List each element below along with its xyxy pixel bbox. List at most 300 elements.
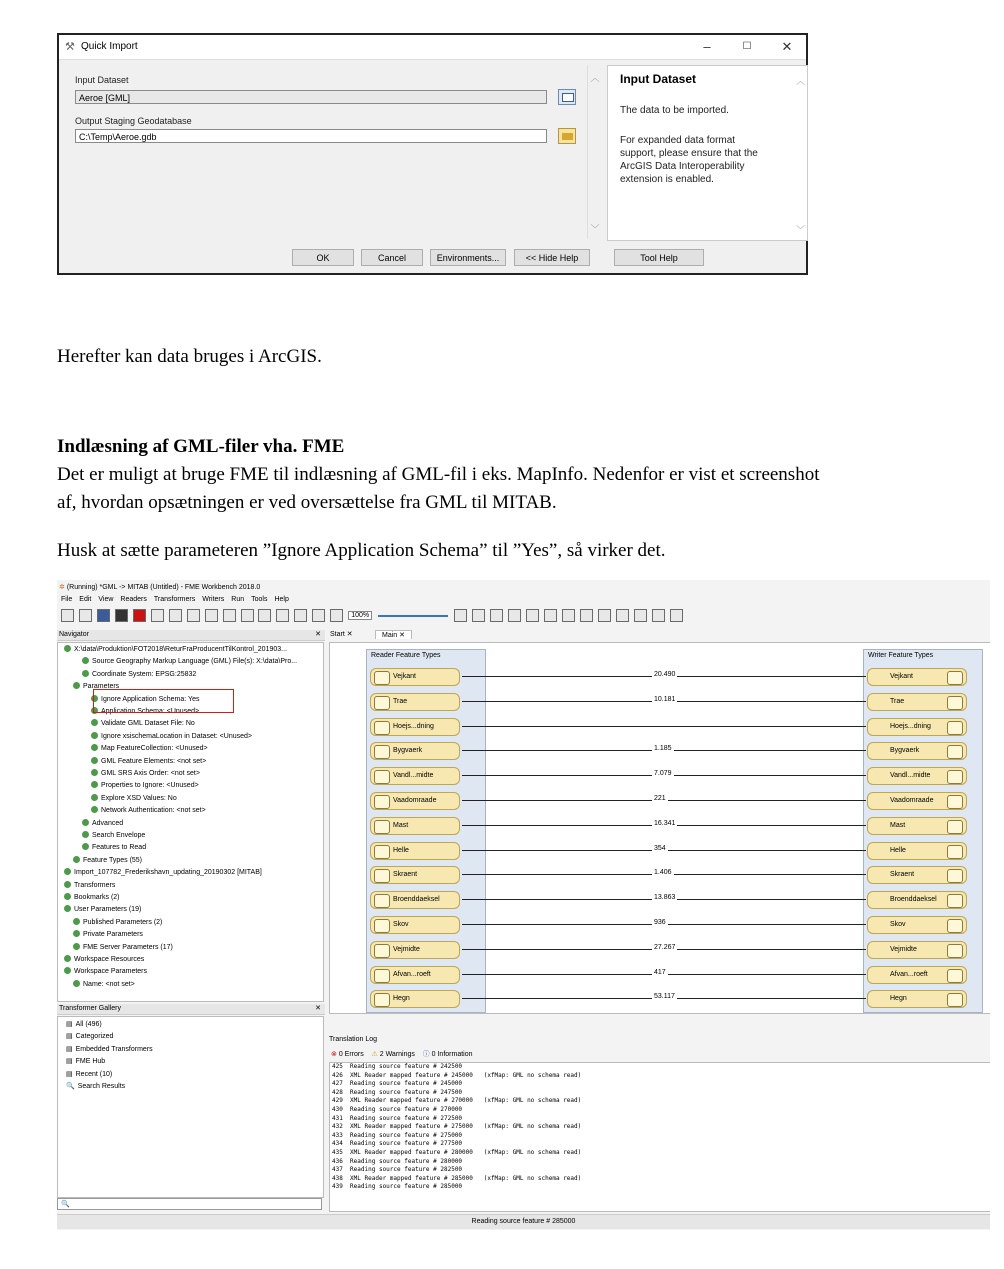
reader-feature-label: Trae (393, 697, 408, 705)
help-title: Input Dataset (620, 72, 697, 86)
writer-feature-node[interactable] (867, 966, 967, 984)
navigator-item-label: Published Parameters (2) (83, 918, 163, 926)
align-right-icon[interactable] (598, 609, 611, 622)
parameter-icon (64, 868, 71, 875)
tile-icon[interactable] (670, 609, 683, 622)
navigator-item[interactable] (91, 806, 206, 814)
parameter-icon (82, 657, 89, 664)
writer-feature-label: Helle (890, 846, 906, 854)
layout-icon[interactable] (472, 609, 485, 622)
section-heading: Indlæsning af GML-filer vha. FME (57, 436, 345, 457)
parameter-icon (73, 980, 80, 987)
grid-icon[interactable] (490, 609, 503, 622)
navigator-item-label: Ignore Application Schema: Yes (101, 695, 200, 703)
navigator-item-label: Coordinate System: EPSG:25832 (92, 670, 197, 678)
reader-feature-label: Skraent (393, 871, 418, 879)
writer-feature-node[interactable] (867, 668, 967, 686)
navigator-item[interactable] (91, 781, 199, 789)
navigator-close-icon[interactable]: ✕ (315, 631, 321, 638)
feature-count: 354 (654, 844, 666, 852)
reader-feature-node[interactable] (370, 668, 460, 686)
navigator-item[interactable] (73, 980, 135, 988)
navigator-item-label: User Parameters (19) (74, 906, 142, 914)
parameter-icon (82, 831, 89, 838)
gallery-folder-icon: ▤ (66, 1045, 73, 1053)
help-text-2: For expanded data format support, please ensure that the ArcGIS Data Interoperability extension is enabled. (620, 135, 758, 185)
navigator-item[interactable] (64, 967, 147, 975)
errors-filter[interactable]: ⊗ 0 Errors (331, 1051, 364, 1058)
writer-port-icon (947, 745, 963, 759)
feature-count: 20.490 (654, 671, 676, 678)
log-line: 436 Reading source feature # 280000 (332, 1157, 463, 1165)
writer-port-icon (947, 696, 963, 710)
tab-start[interactable]: Start ✕ (330, 631, 353, 638)
reader-feature-node[interactable] (370, 792, 460, 810)
connection-line (462, 726, 866, 727)
gallery-search-input[interactable] (57, 1198, 322, 1210)
reader-feature-label: Helle (393, 846, 409, 854)
feature-port-icon (374, 969, 390, 983)
writer-port-icon (947, 671, 963, 685)
fme-logo-icon: ✲ (59, 584, 65, 591)
navigator-item-label: Workspace Resources (74, 956, 145, 963)
parameter-icon (64, 893, 71, 900)
writer-feature-label: Vaadomraade (890, 797, 934, 804)
navigator-item-label: Properties to Ignore: <Unused> (101, 782, 199, 790)
output-browse-button[interactable] (558, 128, 576, 144)
gallery-close-icon[interactable]: ✕ (315, 1005, 321, 1012)
folder-icon (562, 133, 573, 140)
zoom-in-icon[interactable] (312, 609, 325, 622)
menu-item-tools[interactable]: Tools (251, 596, 268, 603)
navigator-item-label: Ignore xsischemaLocation in Dataset: <Unused> (101, 732, 252, 740)
writer-feature-label: Hoejs...dning (890, 722, 931, 730)
feature-count: 1.406 (654, 869, 672, 877)
navigator-item-label: Name: <not set> (83, 980, 135, 988)
navigator-item[interactable] (64, 645, 287, 653)
reader-feature-node[interactable] (370, 916, 460, 934)
feature-port-icon (374, 745, 390, 759)
reader-feature-label: Skov (393, 921, 409, 928)
feature-count: 27.267 (654, 943, 676, 951)
gallery-folder-icon: ▤ (66, 1021, 73, 1028)
feature-port-icon (374, 671, 390, 685)
scroll-down-icon: ﹀ (590, 224, 600, 234)
navigator-item[interactable] (73, 918, 162, 926)
navigator-item-label: Search Envelope (92, 832, 146, 839)
gallery-item[interactable] (66, 1057, 105, 1065)
environments-button[interactable]: Environments... (430, 249, 506, 266)
writer-port-icon (947, 969, 963, 983)
writer-feature-node[interactable] (867, 891, 967, 909)
writer-feature-node[interactable] (867, 866, 967, 884)
writer-feature-node[interactable] (867, 941, 967, 959)
parameter-icon (64, 955, 71, 962)
writer-feature-node[interactable] (867, 990, 967, 1008)
ok-button[interactable]: OK (292, 249, 354, 266)
gallery-item-label: Search Results (77, 1083, 126, 1090)
reader-feature-node[interactable] (370, 718, 460, 736)
redo-icon[interactable] (258, 609, 271, 622)
paragraph-fme-line1: Det er muligt at bruge FME til indlæsning af GML-fil i eks. MapInfo. Nedenfor er vist et screenshot (57, 464, 820, 485)
navigator-item[interactable] (64, 868, 262, 876)
writer-port-icon (947, 795, 963, 809)
navigator-item[interactable] (91, 769, 200, 777)
reader-feature-node[interactable] (370, 966, 460, 984)
writer-feature-label: Vejmidte (890, 945, 917, 953)
pan-icon[interactable] (294, 609, 307, 622)
writer-feature-label: Vandl...midte (890, 772, 931, 780)
log-line: 431 Reading source feature # 272500 (332, 1114, 463, 1122)
navigator-item-label: Application Schema: <Unused> (101, 708, 200, 715)
writer-feature-node[interactable] (867, 693, 967, 711)
inspect-icon[interactable] (562, 609, 575, 622)
navigator-item-label: Transformers (74, 881, 116, 889)
navigator-item[interactable] (64, 955, 144, 963)
writer-port-icon (947, 820, 963, 834)
paragraph-arcgis: Herefter kan data bruges i ArcGIS. (57, 346, 322, 367)
navigator-item-label: GML Feature Elements: <not set> (101, 757, 207, 765)
writer-feature-node[interactable] (867, 842, 967, 860)
reader-feature-node[interactable] (370, 767, 460, 785)
navigator-item-label: Bookmarks (2) (74, 894, 120, 901)
feature-count: 53.117 (654, 993, 675, 1001)
navigator-item[interactable] (73, 943, 173, 951)
writer-feature-title: Writer Feature Types (868, 652, 934, 659)
writer-icon[interactable] (526, 609, 539, 622)
menu-item-run[interactable]: Run (231, 596, 245, 603)
fme-workbench-screenshot (57, 580, 990, 1230)
help-scroll-down-icon[interactable]: ﹀ (795, 225, 805, 235)
parameter-icon (91, 781, 98, 788)
navigator-item[interactable] (91, 732, 252, 740)
parameter-icon (73, 918, 80, 925)
hide-help-button[interactable]: << Hide Help (514, 249, 590, 266)
new-icon[interactable] (61, 609, 74, 622)
parameter-icon (91, 794, 98, 801)
log-line: 429 XML Reader mapped feature # 270000 (xfMap: GML no schema read) (332, 1097, 582, 1105)
stop-icon[interactable] (133, 609, 146, 622)
reader-feature-node[interactable] (370, 842, 460, 860)
reader-feature-label: Broenddaeksel (393, 896, 440, 904)
navigator-item-label: Source Geography Markup Language (GML) File(s): X:\data\Pro... (92, 658, 298, 666)
select-icon[interactable] (276, 609, 289, 622)
parameter-icon (91, 757, 98, 764)
output-geodatabase-field[interactable]: C:\Temp\Aeroe.gdb (75, 129, 547, 143)
fme-window-title: ✲ (Running) *GML -> MITAB (Untitled) - FME Workbench 2018.0 (59, 584, 261, 591)
reader-feature-title: Reader Feature Types (371, 652, 441, 659)
navigator-item[interactable] (91, 794, 177, 802)
parameter-icon (91, 719, 98, 726)
navigator-item[interactable] (91, 744, 208, 752)
reader-feature-node[interactable] (370, 693, 460, 711)
log-title: Translation Log (329, 1036, 377, 1043)
reader-feature-label: Hoejs...dning (393, 722, 434, 730)
navigator-item-label: FME Server Parameters (17) (83, 943, 173, 951)
tab-main[interactable]: Main ✕ (375, 630, 412, 639)
align-left-icon[interactable] (580, 609, 593, 622)
log-line: 430 Reading source feature # 270000 (332, 1105, 463, 1113)
navigator-item-label: Parameters (83, 683, 120, 691)
input-dataset-field[interactable]: Aeroe [GML] (75, 90, 547, 104)
left-pane-scrollbar[interactable] (587, 65, 602, 239)
input-dataset-label: Input Dataset (75, 75, 129, 85)
navigator-item[interactable] (64, 881, 115, 889)
navigator-item[interactable] (73, 930, 143, 938)
feature-port-icon (374, 795, 390, 809)
navigator-item-label: Network Authentication: <not set> (101, 807, 206, 815)
feature-port-icon (374, 944, 390, 958)
gallery-item[interactable] (66, 1045, 153, 1053)
menu-item-file[interactable]: File (61, 596, 73, 603)
parameter-icon (91, 806, 98, 813)
gallery-item[interactable] (66, 1032, 113, 1040)
gallery-item-label: Embedded Transformers (75, 1045, 153, 1053)
gallery-item[interactable] (66, 1020, 102, 1028)
navigator-item[interactable] (82, 657, 297, 665)
zoom-slider[interactable] (378, 615, 448, 617)
writer-feature-label: Skov (890, 921, 906, 928)
cancel-button[interactable]: Cancel (361, 249, 423, 266)
information-filter[interactable]: ⓘ 0 Information (422, 1051, 473, 1058)
navigator-item-label: Validate GML Dataset File: No (101, 720, 195, 728)
save-icon[interactable] (97, 609, 110, 622)
gallery-folder-icon: ▤ (66, 1033, 73, 1041)
gallery-item[interactable] (66, 1070, 112, 1078)
reader-feature-node[interactable] (370, 817, 460, 835)
navigator-item-label: X:\data\Produktion\FOT2018\ReturFraProducentTilKontrol_201903... (74, 646, 287, 653)
undo-icon[interactable] (241, 609, 254, 622)
menu-item-transformers[interactable]: Transformers (153, 596, 196, 603)
writer-feature-label: Broenddaeksel (890, 896, 937, 904)
parameter-icon (73, 943, 80, 950)
dialog-title: Quick Import (81, 41, 138, 52)
gallery-header: Transformer Gallery ✕ (57, 1004, 325, 1015)
writer-feature-label: Hegn (890, 995, 907, 1003)
writer-feature-label: Mast (890, 821, 906, 829)
navigator-item-label: Features to Read (92, 844, 147, 852)
feature-port-icon (374, 993, 390, 1007)
gallery-item-label: Categorized (75, 1033, 114, 1041)
navigator-item[interactable] (82, 843, 146, 851)
tool-help-button[interactable]: Tool Help (614, 249, 704, 266)
output-geodatabase-label: Output Staging Geodatabase (75, 116, 192, 126)
navigator-item[interactable] (64, 893, 120, 901)
help-text-1: The data to be imported. (620, 105, 729, 116)
feature-count: 16.341 (654, 819, 676, 827)
log-line: 439 Reading source feature # 285000 (332, 1183, 463, 1191)
table-icon (562, 93, 574, 102)
writer-feature-node[interactable] (867, 817, 967, 835)
reader-feature-label: Bygvaerk (393, 747, 423, 755)
gallery-folder-icon: 🔍 (66, 1083, 75, 1090)
dialog-titlebar (59, 35, 806, 60)
help-pane (607, 65, 808, 241)
find-icon[interactable] (169, 609, 182, 622)
navigator-item[interactable] (91, 719, 195, 727)
log-line: 427 Reading source feature # 245000 (332, 1080, 463, 1088)
navigator-item[interactable] (82, 831, 145, 839)
log-line: 434 Reading source feature # 277500 (332, 1140, 463, 1148)
parameter-icon (73, 682, 80, 689)
navigator-item-label: Import_107782_Frederikshavn_updating_20190302 [MITAB] (74, 869, 262, 877)
feature-count: 417 (654, 968, 666, 976)
navigator-item-label: Feature Types (55) (83, 856, 143, 864)
window-icon[interactable] (634, 609, 647, 622)
reader-feature-label: Vandl...midte (393, 772, 434, 780)
paragraph-reminder: Husk at sætte parameteren ”Ignore Application Schema” til ”Yes”, så virker det. (57, 540, 666, 561)
cut-icon[interactable] (187, 609, 200, 622)
search-icon: 🔍 (61, 1201, 70, 1208)
feature-port-icon (374, 845, 390, 859)
feature-count: 221 (654, 795, 666, 802)
close-button[interactable]: ✕ (781, 39, 793, 54)
open-icon[interactable] (79, 609, 92, 622)
gallery-tree (57, 1016, 324, 1198)
parameter-icon (82, 843, 89, 850)
quick-import-dialog (57, 33, 808, 275)
navigator-item[interactable] (91, 757, 206, 765)
navigator-item[interactable] (82, 670, 196, 678)
feature-port-icon (374, 919, 390, 933)
gallery-item[interactable] (66, 1082, 125, 1090)
feature-count: 1.185 (654, 745, 672, 753)
feature-port-icon (374, 770, 390, 784)
reader-feature-node[interactable] (370, 990, 460, 1008)
writer-feature-column (863, 649, 983, 1013)
log-line: 435 XML Reader mapped feature # 280000 (xfMap: GML no schema read) (332, 1148, 582, 1156)
writer-feature-node[interactable] (867, 792, 967, 810)
writer-port-icon (947, 944, 963, 958)
feature-port-icon (374, 721, 390, 735)
translation-log (329, 1062, 990, 1212)
log-line: 437 Reading source feature # 282500 (332, 1166, 463, 1174)
status-bar: Reading source feature # 285000 (57, 1214, 990, 1229)
writer-port-icon (947, 919, 963, 933)
menu-item-view[interactable]: View (98, 596, 114, 603)
zoom-out-icon[interactable] (330, 609, 343, 622)
gallery-item-label: FME Hub (75, 1058, 106, 1066)
reader-feature-label: Vejmidte (393, 945, 420, 953)
navigator-item-label: Workspace Parameters (74, 968, 148, 976)
feature-port-icon (374, 894, 390, 908)
parameter-icon (82, 819, 89, 826)
distribute-icon[interactable] (616, 609, 629, 622)
reader-feature-node[interactable] (370, 742, 460, 760)
writer-feature-node[interactable] (867, 742, 967, 760)
feature-count: 936 (654, 919, 666, 926)
writer-feature-label: Bygvaerk (890, 747, 920, 755)
help-icon[interactable] (151, 609, 164, 622)
menu-item-edit[interactable]: Edit (79, 596, 92, 603)
writer-port-icon (947, 845, 963, 859)
navigator-item[interactable] (64, 905, 141, 913)
gallery-item-label: Recent (10) (75, 1070, 113, 1078)
feature-port-icon (374, 869, 390, 883)
reader-feature-label: Hegn (393, 995, 410, 1003)
navigator-item-label: Explore XSD Values: No (101, 794, 177, 802)
writer-feature-label: Trae (890, 697, 905, 705)
parameter-icon (91, 769, 98, 776)
menu-item-readers[interactable]: Readers (120, 596, 147, 603)
feature-count: 7.079 (654, 770, 672, 778)
copy-icon[interactable] (205, 609, 218, 622)
log-line: 438 XML Reader mapped feature # 285000 (xfMap: GML no schema read) (332, 1174, 582, 1182)
workspace-canvas[interactable] (329, 642, 990, 1014)
writer-feature-node[interactable] (867, 718, 967, 736)
log-line: 426 XML Reader mapped feature # 245000 (xfMap: GML no schema read) (332, 1071, 582, 1079)
reader-feature-label: Vaadomraade (393, 797, 437, 804)
log-line: 433 Reading source feature # 275000 (332, 1131, 463, 1139)
reader-feature-label: Vejkant (393, 673, 416, 680)
log-line: 428 Reading source feature # 247500 (332, 1088, 463, 1096)
parameter-icon (73, 930, 80, 937)
input-browse-button[interactable] (558, 89, 576, 105)
minimize-button[interactable]: – (703, 39, 711, 54)
writer-feature-node[interactable] (867, 916, 967, 934)
parameter-icon (64, 881, 71, 888)
gallery-folder-icon: ▤ (66, 1070, 73, 1078)
panel-icon[interactable] (652, 609, 665, 622)
writer-port-icon (947, 993, 963, 1007)
maximize-button[interactable]: ☐ (742, 41, 752, 52)
feature-count: 13.863 (654, 894, 676, 902)
log-filter-bar (331, 1049, 473, 1059)
reader-icon[interactable] (508, 609, 521, 622)
parameter-icon (82, 670, 89, 677)
writer-feature-node[interactable] (867, 767, 967, 785)
feature-port-icon (374, 696, 390, 710)
hammer-icon: ⚒ (65, 41, 75, 53)
parameter-icon (73, 856, 80, 863)
navigator-item-label: Map FeatureCollection: <Unused> (101, 745, 208, 753)
navigator-item[interactable] (73, 856, 142, 864)
parameter-icon (64, 967, 71, 974)
gallery-item-label: All (496) (75, 1021, 102, 1028)
reader-feature-node[interactable] (370, 941, 460, 959)
reader-feature-node[interactable] (370, 866, 460, 884)
paragraph-fme-line2: af, hvordan opsætningen er ved oversættelse fra GML til MITAB. (57, 492, 557, 513)
pause-icon[interactable] (115, 609, 128, 622)
log-line: 432 XML Reader mapped feature # 275000 (xfMap: GML no schema read) (332, 1123, 582, 1131)
reader-feature-node[interactable] (370, 891, 460, 909)
parameter-icon (91, 744, 98, 751)
zoom-field[interactable]: 100% (348, 611, 372, 620)
menu-item-help[interactable]: Help (274, 596, 289, 603)
log-line: 425 Reading source feature # 242500 (332, 1063, 463, 1070)
fme-menubar (61, 596, 296, 603)
paste-icon[interactable] (223, 609, 236, 622)
navigator-item-label: Private Parameters (83, 931, 143, 939)
writer-feature-label: Skraent (890, 871, 915, 879)
help-scroll-up-icon[interactable]: ︿ (795, 76, 805, 86)
scroll-up-icon: ︿ (590, 73, 600, 83)
warnings-filter[interactable]: ⚠ 2 Warnings (371, 1051, 415, 1058)
writer-feature-label: Afvan...roeft (890, 970, 928, 978)
gallery-folder-icon: ▤ (66, 1058, 73, 1066)
parameter-icon (64, 645, 71, 652)
navigator-item[interactable] (82, 819, 123, 827)
writer-port-icon (947, 770, 963, 784)
fit-icon[interactable] (454, 609, 467, 622)
writer-feature-label: Vejkant (890, 673, 913, 680)
reader-feature-label: Mast (393, 821, 409, 829)
transformer-icon[interactable] (544, 609, 557, 622)
menu-item-writers[interactable]: Writers (202, 596, 225, 603)
feature-count: 10.181 (654, 695, 676, 703)
writer-port-icon (947, 869, 963, 883)
navigator-header: Navigator ✕ (57, 630, 325, 641)
